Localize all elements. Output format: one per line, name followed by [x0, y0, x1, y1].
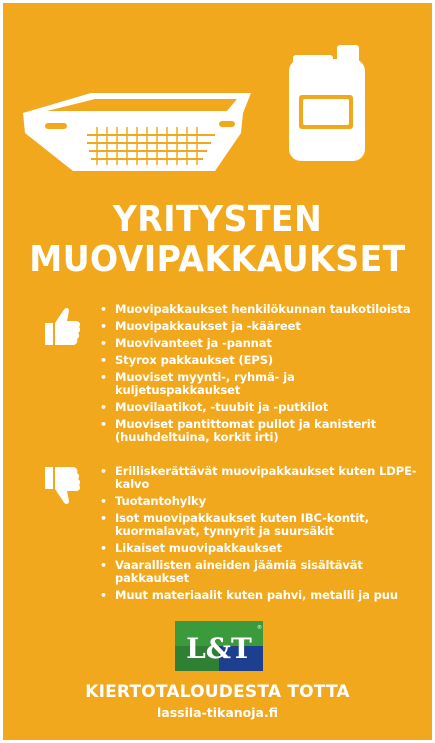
- lt-logo: [175, 621, 263, 671]
- list-item: • Muovipakkaukset henkilökunnan taukotiloista: [99, 303, 419, 316]
- thumbs-down-icon: [43, 465, 81, 507]
- list-item: • Tuotantohylky: [99, 495, 419, 508]
- svg-text:®: ®: [257, 625, 262, 631]
- list-item: • Styrox pakkaukset (EPS): [99, 354, 419, 367]
- basket-icon: [23, 93, 251, 171]
- title-line-1: YRITYSTEN: [112, 199, 323, 240]
- accepted-list: [99, 303, 419, 448]
- illustration: [3, 3, 432, 193]
- thumbs-up-icon: [43, 305, 81, 347]
- list-item: • Vaarallisten aineiden jäämiä sisältävät pakkaukset: [99, 559, 419, 585]
- list-item: • Likaiset muovipakkaukset: [99, 542, 419, 555]
- website-link[interactable]: lassila-tikanoja.fi: [156, 705, 279, 720]
- list-item: • Isot muovipakkaukset kuten IBC-kontit, kuormalavat, tynnyrit ja suursäkit: [99, 512, 419, 538]
- list-item: • Muut materiaalit kuten pahvi, metalli ja puu: [99, 589, 419, 602]
- logo-text: L&T: [186, 632, 252, 665]
- canister-icon: [289, 45, 365, 161]
- slogan: KIERTOTALOUDESTA TOTTA: [85, 682, 350, 702]
- poster: [3, 3, 432, 740]
- list-item: • Erilliskerättävät muovipakkaukset kuten LDPE-kalvo: [99, 465, 419, 491]
- list-item: • Muoviset pantittomat pullot ja kanisterit (huuhdeltuina, korkit irti): [99, 418, 419, 444]
- list-item: • Muovipakkaukset ja -kääreet: [99, 320, 419, 333]
- list-item: • Muoviset myynti-, ryhmä- ja kuljetuspakkaukset: [99, 371, 419, 397]
- list-item: • Muovivanteet ja -pannat: [99, 337, 419, 350]
- title-line-2: MUOVIPAKKAUKSET: [29, 239, 406, 280]
- rejected-list: [99, 465, 419, 606]
- list-item: • Muovilaatikot, -tuubit ja -putkilot: [99, 401, 419, 414]
